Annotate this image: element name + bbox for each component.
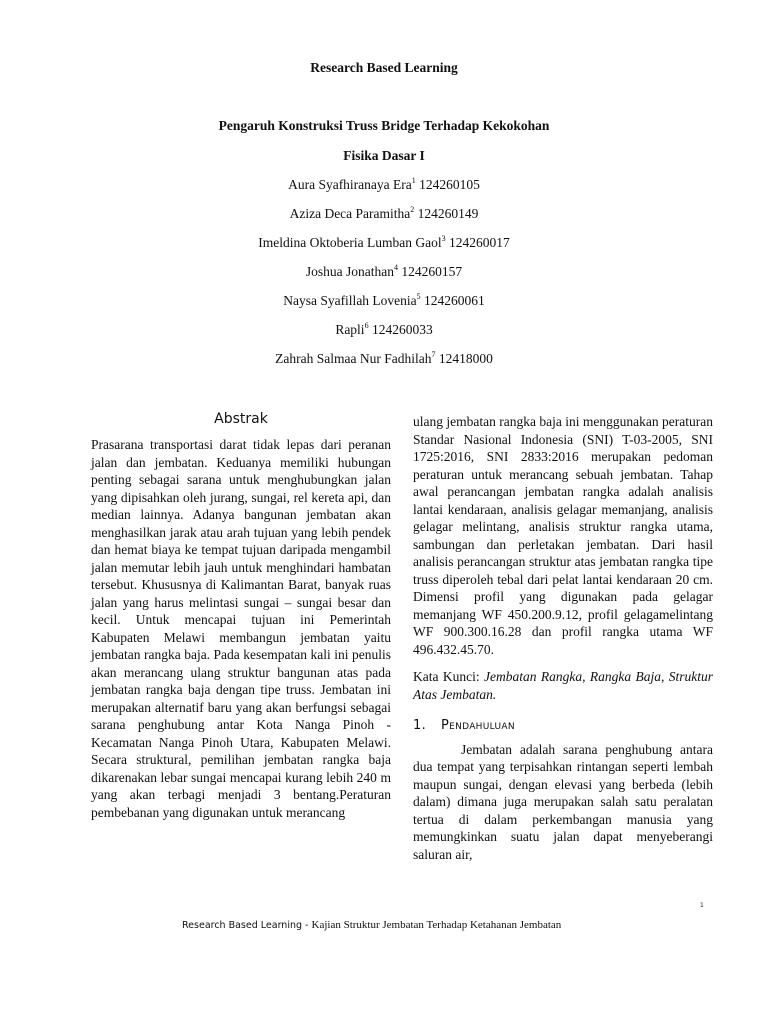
author-name: Joshua Jonathan <box>305 264 394 279</box>
author-sup: 3 <box>441 234 446 243</box>
author-line <box>0 205 768 222</box>
author-sup: 5 <box>416 292 421 301</box>
abstract-text: Prasarana transportasi darat tidak lepas dari peranan jalan dan jembatan. Keduanya memiliki hubungan penting sebagai sarana untuk menghubungkan jalan yang dipisahkan oleh jurang, sungai, rel kereta api, dan median lainnya. Adanya bangunan jembatan akan menghasilkan jarak atau arah tujuan yang lebih pendek dan hemat biaya ke tempat tujuan daripada mengambil jalan memutar lebih jauh untuk menghindari hambatan tersebut. Khususnya di Kalimantan Barat, banyak ruas jalan yang harus melintasi sungai – sungai besar dan kecil. Untuk mencapai tujuan ini Pemerintah Kabupaten Melawi membangun jembatan yaitu jembatan rangka baja. Pada kesempatan kali ini penulis akan merancang ulang struktur bangunan atas pada jembatan rangka baja dengan tipe truss. Jembatan ini merupakan alternatif baru yang akan berfungsi sebagai sarana penghubung antar Kota Nanga Pinoh -Kecamatan Nanga Pinoh Utara, Kabupaten Melawi. Secara struktural, pemilihan jembatan rangka baja dikarenakan lebar sungai mencapai kurang lebih 240 m yang akan terbagi menjadi 3 bentang.Peraturan pembebanan yang digunakan untuk merancang <box>91 437 391 820</box>
author-id: 124260017 <box>445 235 510 250</box>
author-line <box>0 176 768 193</box>
author-id: 124260105 <box>415 177 480 192</box>
author-line <box>0 234 768 251</box>
author-name: Naysa Syafillah Lovenia <box>283 293 417 308</box>
footer-label: Research Based Learning - <box>182 920 312 931</box>
author-line <box>0 263 768 280</box>
section-text: Jembatan adalah sarana penghubung antara dua tempat yang terpisahkan rintangan seperti lembah maupun sungai, dengan elevasi yang berbeda (lebih dalam) dimana juga merupakan salah satu peralatan tertua di dalam perkembangan manusia yang memungkinkan suatu jalan dapat menyeberangi saluran air, <box>413 741 713 862</box>
author-line <box>0 292 768 309</box>
author-name: Zahrah Salmaa Nur Fadhilah <box>275 351 432 366</box>
author-sup: 6 <box>364 321 369 330</box>
author-id: 124260149 <box>414 206 479 221</box>
header-label: Research Based Learning <box>310 60 458 75</box>
author-line <box>0 321 768 338</box>
section-title: Pendahuluan <box>441 718 515 733</box>
abstract-text-continued: ulang jembatan rangka baja ini menggunakan peraturan Standar Nasional Indonesia (SNI) T-03-2005, SNI 1725:2016, SNI 2833:2016 merupakan pedoman peraturan untuk merancang sebuah jembatan. Tahap awal perancangan jembatan rangka adalah analisis lantai kendaraan, analisis gelagar memanjang, analisis gelagar melintang, analisis struktur rangka utama, sambungan dan perletakan jembatan. Dari hasil analisis perancangan struktur atas jembatan rangka tipe truss diperoleh tebal dari pelat lantai kendaraan 20 cm. Dimensi profil yang digunakan pada gelagar memanjang WF 450.200.9.12, profil gelagamelintang WF 900.300.16.28 dan profil rangka utama WF 496.432.45.70. <box>413 414 713 657</box>
author-line <box>0 350 768 367</box>
section-heading <box>413 717 713 735</box>
author-sup: 7 <box>431 350 436 359</box>
section-number: 1. <box>413 718 427 733</box>
keywords <box>413 668 713 703</box>
author-name: Imeldina Oktoberia Lumban Gaol <box>258 235 442 250</box>
keywords-list: Jembatan Rangka, Rangka Baja, Struktur Atas Jembatan. <box>413 669 713 702</box>
author-id: 12418000 <box>435 351 493 366</box>
author-sup: 2 <box>410 205 415 214</box>
author-sup: 1 <box>411 176 416 185</box>
course-name: Fisika Dasar I <box>343 148 425 163</box>
author-id: 124260061 <box>420 293 485 308</box>
keywords-label: Kata Kunci: <box>413 669 484 684</box>
author-name: Rapli <box>335 322 365 337</box>
footer-title: Kajian Struktur Jembatan Terhadap Ketahanan Jembatan <box>311 919 562 931</box>
author-name: Aura Syafhiranaya Era <box>288 177 412 192</box>
page-footer <box>182 919 561 931</box>
right-column <box>413 413 713 863</box>
author-name: Aziza Deca Paramitha <box>289 206 411 221</box>
author-id: 124260033 <box>368 322 433 337</box>
page-number: 1 <box>700 902 704 909</box>
left-column <box>91 436 391 821</box>
author-sup: 4 <box>394 263 398 272</box>
author-id: 124260157 <box>398 264 463 279</box>
paper-title: Pengaruh Konstruksi Truss Bridge Terhadap Kekokohan <box>218 118 550 133</box>
abstract-title: Abstrak <box>214 411 268 427</box>
